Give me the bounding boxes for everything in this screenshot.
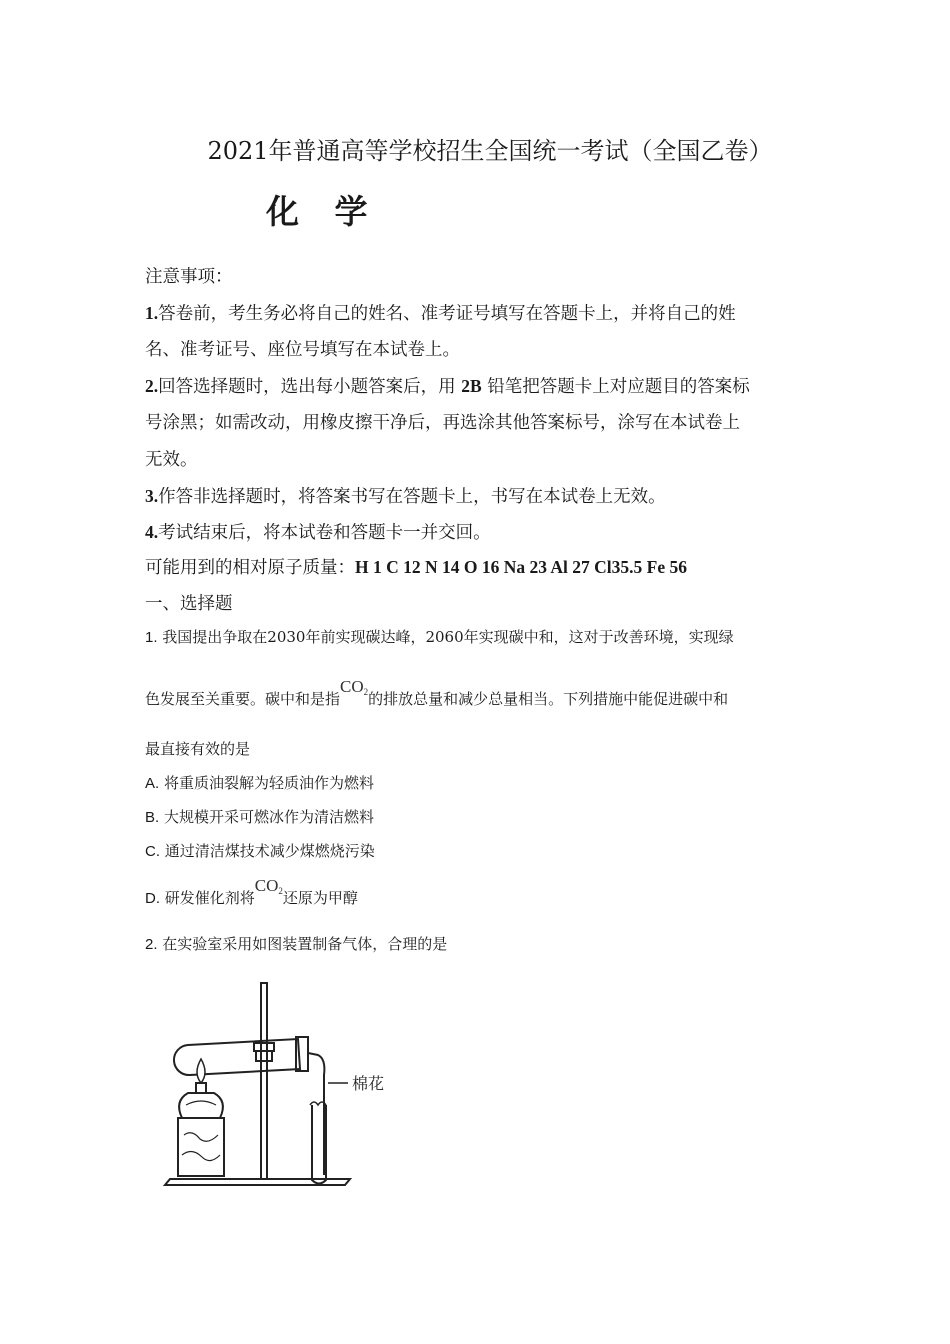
lab-apparatus-figure (160, 975, 410, 1195)
atomic-masses-label: 可能用到的相对原子质量： (145, 558, 355, 578)
question-number: 1. (145, 629, 158, 646)
q1-option-c (145, 840, 375, 861)
notice-item-2-line-2: 号涂黑；如需改动，用橡皮擦干净后，再选涂其他答案标号，涂写在本试卷上 (145, 413, 740, 433)
exam-title: 2021年普通高等学校招生全国统一考试（全国乙卷） (207, 137, 773, 165)
notice-item-2-line-1 (145, 373, 750, 398)
question-text: 色发展至关重要。碳中和是指 (145, 690, 341, 708)
notice-item-text: 答卷前，考生务必将自己的姓名、准考证号填写在答题卡上，并将自己的姓 (158, 304, 736, 324)
stand-rod (261, 983, 267, 1179)
notice-item-3 (145, 483, 666, 508)
notice-item-num: 2. (145, 376, 159, 396)
option-label: C. (145, 843, 160, 860)
notice-item-2-line-3: 无效。 (145, 450, 198, 470)
question-text: 在实验室采用如图装置制备气体，合理的是 (162, 935, 448, 953)
notice-item-4 (145, 519, 491, 544)
question-text: 的排放总量和减少总量相当。下列措施中能促进碳中和 (368, 690, 729, 708)
notice-item-text: 铅笔把答题卡上对应题目的答案标 (487, 377, 750, 397)
q1-option-a (145, 772, 374, 793)
clamp (256, 1051, 272, 1061)
notice-item-num: 1. (145, 303, 159, 323)
lamp-wick-holder (196, 1083, 206, 1093)
notice-item-text: 回答选择题时，选出每小题答案后，用 (158, 377, 456, 397)
notice-item-1-line-2: 名、准考证号、座位号填写在本试卷上。 (145, 340, 460, 360)
notice-item-num: 3. (145, 486, 159, 506)
lamp-liquid (186, 1101, 216, 1105)
option-text: 通过清洁煤技术减少煤燃烧污染 (164, 842, 375, 860)
option-text: 大规模开采可燃冰作为清洁燃料 (163, 808, 374, 826)
notice-item-text: 作答非选择题时，将答案书写在答题卡上，书写在本试卷上无效。 (158, 487, 666, 507)
alcohol-lamp (179, 1093, 223, 1118)
q1-line-2 (145, 677, 729, 709)
wood-grain (182, 1133, 220, 1161)
delivery-tube (308, 1053, 324, 1175)
option-label: D. (145, 890, 160, 907)
cotton-label: 棉花 (352, 1074, 385, 1093)
subject-title: 化 学 (266, 192, 380, 231)
notice-item-text: 考试结束后，将本试卷和答题卡一并交回。 (158, 523, 491, 543)
test-tube (174, 1039, 300, 1075)
atomic-masses-line (145, 554, 687, 579)
co2-formula: $CO_2$ (340, 677, 369, 697)
q1-line-3: 最直接有效的是 (145, 740, 251, 758)
notice-heading: 注意事项： (145, 267, 233, 287)
q2-line-1 (145, 933, 447, 954)
option-label: A. (145, 775, 160, 792)
clamp-jaw (254, 1043, 274, 1051)
flame (197, 1059, 205, 1083)
option-text: 研发催化剂将 (164, 889, 255, 907)
q1-option-d (145, 876, 358, 908)
question-text: 我国提出争取在2030年前实现碳达峰，2060年实现碳中和，这对于改善环境，实现绿 (162, 628, 734, 646)
pencil-grade: 2B (461, 376, 482, 396)
q1-option-b (145, 806, 374, 827)
option-text: 还原为甲醇 (282, 889, 358, 907)
notice-item-1-line-1 (145, 300, 736, 325)
notice-item-num: 4. (145, 522, 159, 542)
co2-formula: $CO_2$ (254, 876, 283, 896)
option-label: B. (145, 809, 160, 826)
q1-line-1 (145, 626, 734, 647)
option-text: 将重质油裂解为轻质油作为燃料 (163, 774, 374, 792)
section-heading: 一、选择题 (145, 594, 233, 614)
question-number: 2. (145, 936, 158, 953)
burner-block (178, 1118, 224, 1176)
atomic-masses-values: H 1 C 12 N 14 O 16 Na 23 Al 27 Cl35.5 Fe 56 (355, 557, 688, 577)
